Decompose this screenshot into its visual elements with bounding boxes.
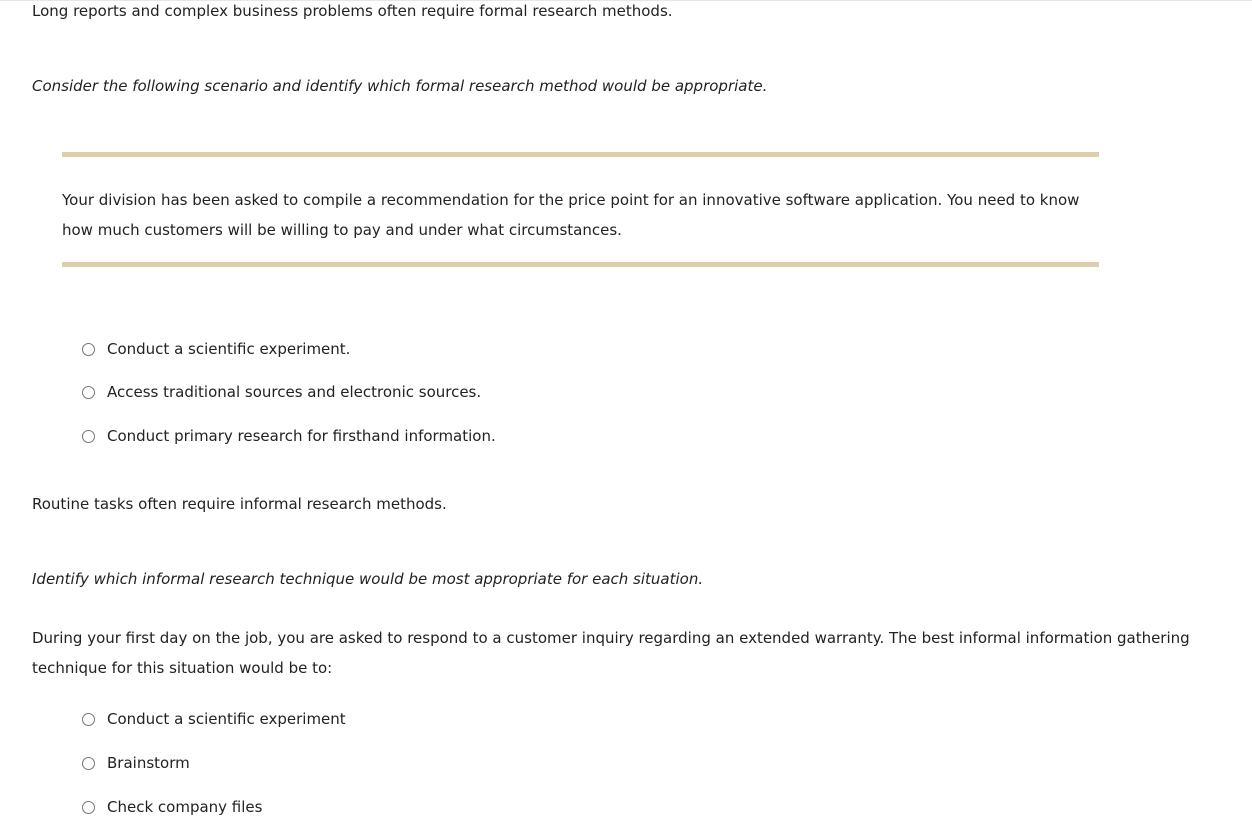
formal-research-instruction: Consider the following scenario and identify which formal research method would be appropriate. — [32, 77, 768, 95]
option-label: Conduct a scientific experiment. — [107, 340, 351, 358]
informal-option-1[interactable] — [82, 708, 346, 730]
informal-research-intro: Routine tasks often require informal research methods. — [32, 495, 447, 513]
informal-option-3[interactable] — [82, 796, 262, 818]
option-label: Brainstorm — [107, 754, 190, 772]
radio-button[interactable] — [82, 430, 95, 443]
informal-option-2[interactable] — [82, 752, 190, 774]
formal-option-1[interactable] — [82, 338, 350, 360]
scenario-text: Your division has been asked to compile a recommendation for the price point for an innovative software application. You need to know how much customers will be willing to pay and under what circumstances. — [62, 191, 1080, 239]
radio-button[interactable] — [82, 801, 95, 814]
radio-button[interactable] — [82, 757, 95, 770]
option-label: Access traditional sources and electronic sources. — [107, 383, 482, 401]
radio-button[interactable] — [82, 343, 95, 356]
option-label: Check company files — [107, 798, 263, 816]
formal-option-2[interactable] — [82, 381, 481, 403]
informal-question-text: During your first day on the job, you are asked to respond to a customer inquiry regarding an extended warranty. The best informal information gathering technique for this situation would be to: — [32, 629, 1190, 677]
formal-research-intro: Long reports and complex business problems often require formal research methods. — [32, 2, 673, 20]
scenario-box — [62, 152, 1099, 267]
radio-button[interactable] — [82, 713, 95, 726]
option-label: Conduct a scientific experiment — [107, 710, 346, 728]
informal-research-instruction: Identify which informal research technique would be most appropriate for each situation. — [32, 570, 704, 588]
option-label: Conduct primary research for firsthand information. — [107, 427, 496, 445]
radio-button[interactable] — [82, 386, 95, 399]
formal-option-3[interactable] — [82, 425, 496, 447]
